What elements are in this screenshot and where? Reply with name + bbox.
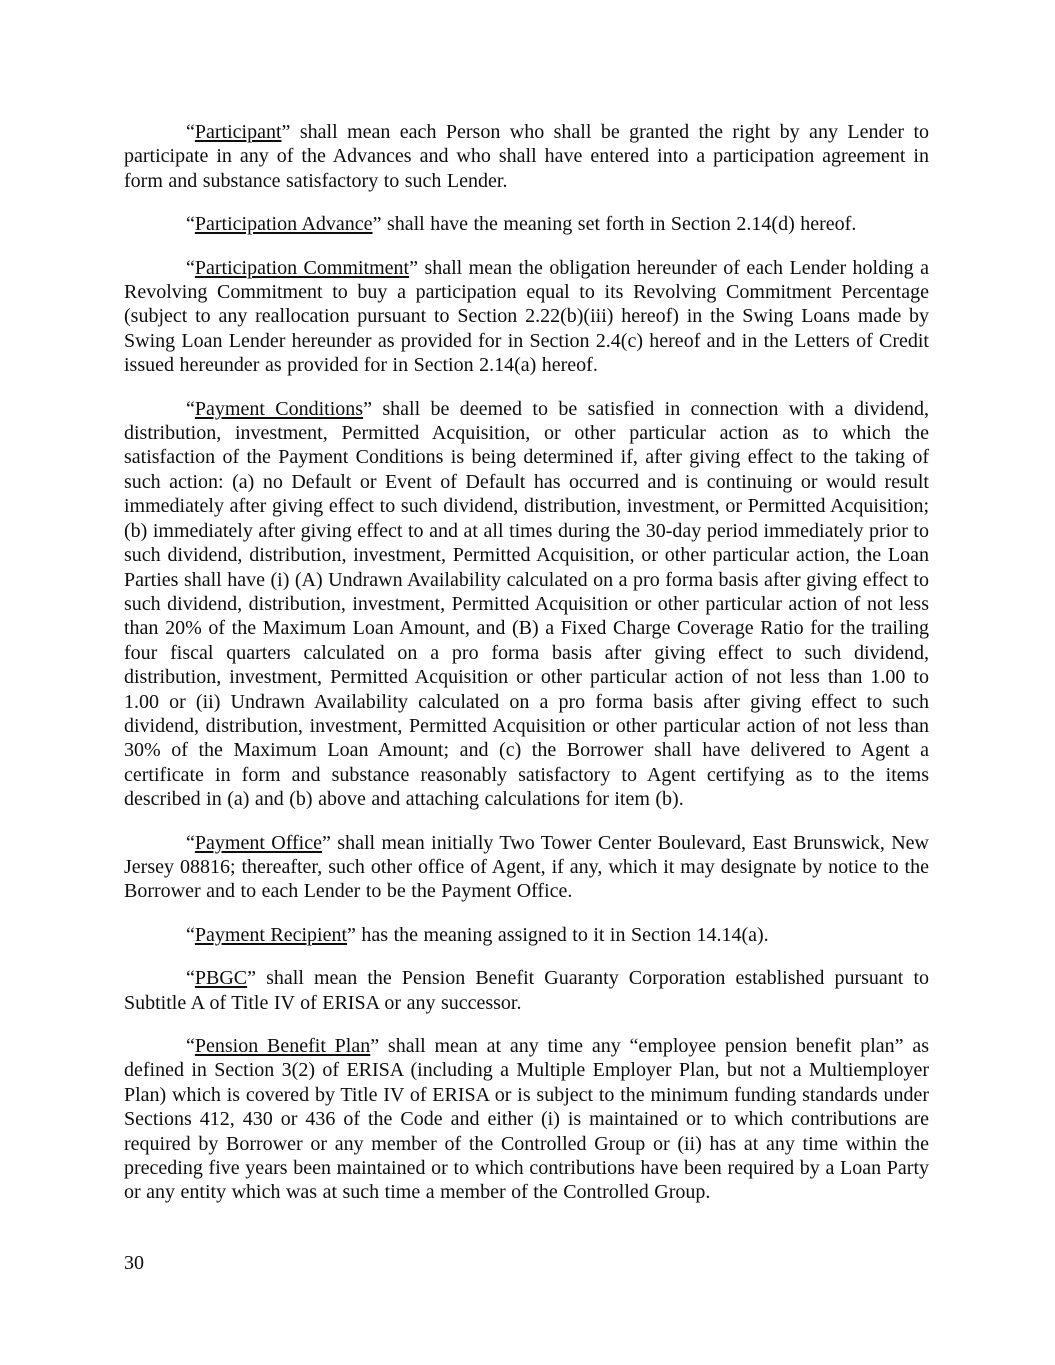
definition-text: shall have the meaning set forth in Section 2.14(d) hereof. [381, 213, 857, 236]
open-quote: “ [186, 213, 195, 236]
defined-term: Payment Office [194, 831, 322, 854]
open-quote: “ [186, 256, 195, 279]
close-quote: ” [409, 256, 418, 279]
document-content [124, 120, 929, 1224]
defined-term: Participant [194, 121, 282, 143]
open-quote: “ [186, 397, 195, 420]
definition-text: shall mean initially Two Tower Center Boulevard, East Brunswick, New Jersey 08816; thereafter, such other office of Agent, if any, which it may designate by notice to the Borrower and to each Lender to be the Payment Office. [124, 831, 930, 903]
close-quote: ” [281, 121, 291, 143]
definition-text: shall mean the obligation hereunder of each Lender holding a Revolving Commitment to buy a participation equal to its Revolving Commitment Percentage (subject to any reallocation pursuant to Section 2.22(b)(iii) hereof) in the Swing Loans made by Swing Loan Lender hereunder as provided for in Section 2.4(c) hereof and in the Letters of Credit issued hereunder as provided for in Section 2.14(a) hereof. [124, 256, 930, 377]
close-quote: ” [347, 923, 356, 946]
open-quote: “ [186, 923, 195, 946]
definition-text: shall mean at any time any “employee pension benefit plan” as defined in Section 3(2) of ERISA (including a Multiple Employer Plan, but not a Multiemployer Plan) which is covered by Title IV of ERISA or is subject to the minimum funding standards under Sections 412, 430 or 436 of the Code and either (i) is maintained or to which contributions are required by Borrower or any member of the Controlled Group or (ii) has at any time within the preceding five years been maintained or to which contributions have been required by a Loan Party or any entity which was at such time a member of the Controlled Group. [124, 1035, 930, 1204]
definition-paragraph [124, 1034, 929, 1205]
close-quote: ” [372, 213, 382, 236]
definition-text: shall be deemed to be satisfied in connection with a dividend, distribution, investment, Permitted Acquisition, or other particular action as to which the satisfaction of the Payment Conditions is being determined if, after giving effect to the taking of such action: (a) no Default or Event of Default has occurred and is continuing or would result immediately after giving effect to such dividend, distribution, investment, or Permitted Acquisition; (b) immediately after giving effect to and at all times during the 30-day period immediately prior to such dividend, distribution, investment, Permitted Acquisition, or other particular action, the Loan Parties shall have (i) (A) Undrawn Availability calculated on a pro forma basis after giving effect to such dividend, distribution, investment, Permitted Acquisition or other particular action of not less than 20% of the Maximum Loan Amount, and (B) a Fixed Charge Coverage Ratio for the trailing four fiscal quarters calculated on a pro forma basis after giving effect to such dividend, distribution, investment, Permitted Acquisition or other particular action of not less than 1.00 to 1.00 or (ii) Undrawn Availability calculated on a pro forma basis after giving effect to such dividend, distribution, investment, Permitted Acquisition or other particular action of not less than 30% of the Maximum Loan Amount; and (c) the Borrower shall have delivered to Agent a certificate in form and substance reasonably satisfactory to Agent certifying as to the items described in (a) and (b) above and attaching calculations for item (b). [124, 397, 929, 811]
close-quote: ” [247, 967, 257, 990]
definition-paragraph [124, 256, 929, 378]
close-quote: ” [370, 1035, 380, 1057]
definition-paragraph [124, 212, 929, 236]
open-quote: “ [186, 967, 195, 990]
open-quote: “ [186, 121, 195, 143]
close-quote: ” [322, 831, 331, 854]
defined-term: Participation Advance [194, 213, 373, 236]
open-quote: “ [186, 1035, 195, 1057]
open-quote: “ [186, 831, 195, 854]
definition-paragraph [124, 120, 929, 193]
defined-term: Participation Commitment [194, 256, 410, 279]
definition-paragraph [124, 923, 929, 947]
definition-text: shall mean the Pension Benefit Guaranty Corporation established pursuant to Subtitle A of Title IV of ERISA or any successor. [124, 967, 929, 1014]
page-number: 30 [124, 1252, 144, 1274]
definition-paragraph [124, 966, 929, 1015]
definition-paragraph [124, 397, 929, 812]
definition-text: has the meaning assigned to it in Section 14.14(a). [355, 923, 769, 946]
definition-text: shall mean each Person who shall be granted the right by any Lender to participate in any of the Advances and who shall have entered into a participation agreement in form and substance satisfactory to such Lender. [124, 121, 929, 192]
definition-paragraph [124, 831, 929, 904]
defined-term: Payment Recipient [194, 923, 348, 946]
defined-term: Pension Benefit Plan [194, 1035, 371, 1057]
defined-term: PBGC [194, 967, 248, 990]
defined-term: Payment Conditions [194, 397, 364, 420]
close-quote: ” [363, 397, 372, 420]
